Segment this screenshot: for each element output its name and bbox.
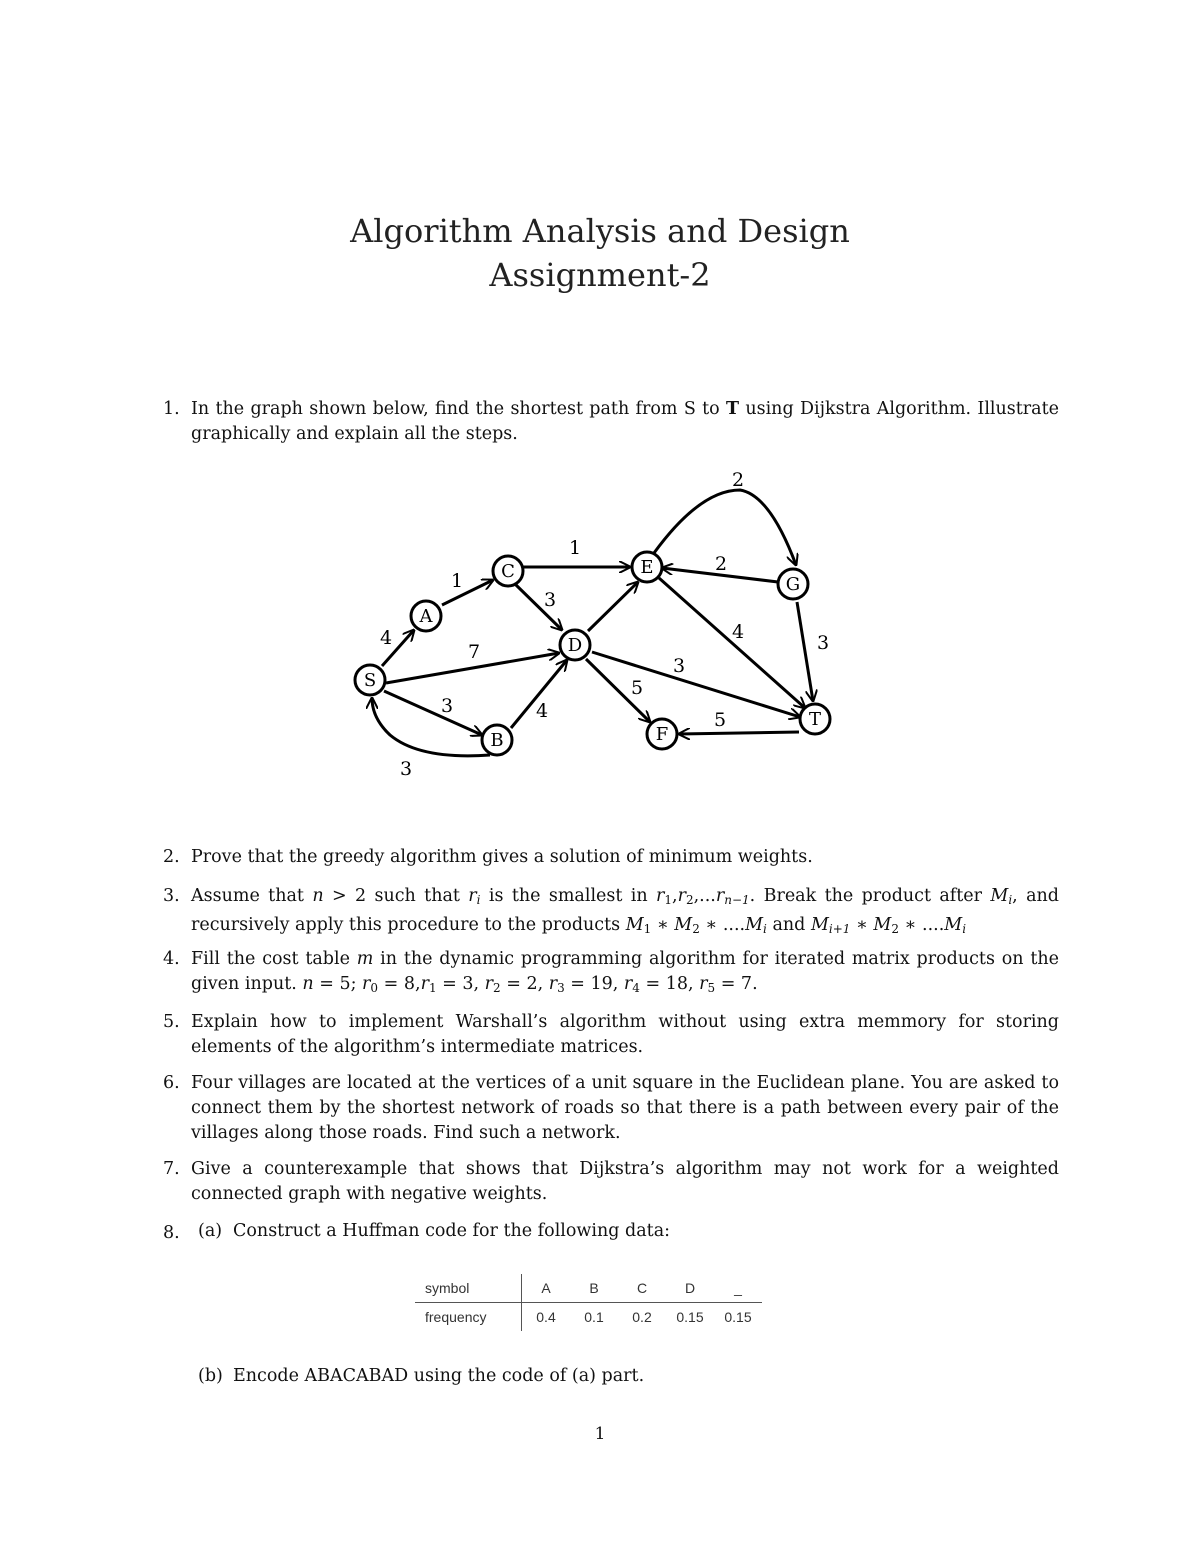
symbol-cell: C [618, 1274, 666, 1303]
question-text: Explain how to implement Warshall’s algorithm without using extra memmory for storing elements of the algorithm’s intermediate matrices. [191, 1012, 1059, 1057]
weight-E-T: 4 [731, 621, 745, 643]
weight-E-G: 2 [731, 469, 745, 491]
question-text: In the graph shown below, find the shortest path from S to T using Dijkstra Algorithm. Illustrate graphically and explain all the steps. [191, 399, 1059, 444]
node-label: B [490, 730, 504, 751]
question-4 [163, 947, 1059, 1001]
edge-D-E [588, 582, 638, 631]
table-row [415, 1274, 762, 1303]
weight-C-D: 3 [543, 589, 557, 611]
weight-S-D: 7 [467, 641, 481, 663]
frequency-cell: 0.15 [724, 1309, 752, 1325]
weight-G-T: 3 [816, 632, 830, 654]
weight-C-E: 1 [568, 537, 582, 559]
frequency-cell: 0.15 [676, 1309, 704, 1325]
weight-B-S: 3 [399, 758, 413, 780]
huffman-table [415, 1274, 762, 1331]
question-number: 7. [163, 1159, 180, 1179]
question-2 [163, 845, 1059, 870]
question-number: 5. [163, 1012, 180, 1032]
frequency-cell: 0.1 [584, 1309, 604, 1325]
question-number: 2. [163, 847, 180, 867]
question-text: Fill the cost table m in the dynamic programming algorithm for iterated matrix products on the given input. n = 5; $r_0 = 8,r_1 = 3$, $r_2 = 2$, $r_3 = 19$, $r_4 = 18$, $r_5 = 7$. [191, 949, 1059, 995]
question-1 [163, 397, 1059, 447]
dijkstra-graph [0, 460, 1200, 800]
subpart-b-text: Encode ABACABAD using the code of (a) part. [233, 1366, 645, 1386]
page-title: Algorithm Analysis and Design [350, 212, 850, 250]
weight-G-E: 2 [714, 553, 728, 575]
question-text: Give a counterexample that shows that Dijkstra’s algorithm may not work for a weighted connected graph with negative weights. [191, 1159, 1059, 1204]
subpart-b-label: (b) [198, 1366, 223, 1386]
table-row [415, 1303, 762, 1332]
node-label: G [785, 574, 801, 595]
edge-S-B [384, 691, 482, 735]
weight-S-A: 4 [379, 627, 393, 649]
edge-T-F [679, 732, 799, 734]
weight-D-T: 3 [672, 655, 686, 677]
edge-A-C [442, 580, 493, 605]
frequency-cell: 0.4 [536, 1309, 556, 1325]
symbol-cell: D [666, 1274, 714, 1303]
question-number: 6. [163, 1073, 180, 1093]
node-label: E [640, 557, 654, 578]
node-label: C [501, 561, 515, 582]
node-label: A [419, 606, 433, 627]
row-header: frequency [415, 1303, 522, 1332]
question-3 [163, 884, 1059, 942]
question-text: Assume that n > 2 such that $r_i$ is the smallest in $r_1,r_2,...r_{n-1}$. Break the product after $M_i$, and recursively apply this procedure to the products $M_1$ ∗ $M_2$ ∗ $....M_i$ and $M_{i+1}$ ∗ $M_2$ ∗ $....M_i$ [191, 886, 1060, 936]
question-number: 1. [163, 399, 180, 419]
weight-D-F: 5 [630, 677, 644, 699]
question-6 [163, 1071, 1059, 1146]
edge-E-T [659, 578, 805, 708]
edge-B-S [372, 698, 490, 756]
edge-D-T [592, 652, 800, 717]
question-number: 8. [163, 1223, 180, 1243]
page-number: 1 [594, 1424, 606, 1444]
weight-T-F: 5 [713, 709, 727, 731]
symbol-cell: A [522, 1274, 571, 1303]
subpart-a-label: (a) [198, 1221, 223, 1241]
question-text: Four villages are located at the vertices of a unit square in the Euclidean plane. You are asked to connect them by the shortest network of roads so that there is a path between every pair of the villages along those roads. Find such a network. [191, 1073, 1059, 1143]
edge-G-T [797, 602, 813, 701]
node-label: T [808, 709, 822, 730]
node-label: F [655, 724, 669, 745]
question-number: 4. [163, 949, 180, 969]
node-label: D [567, 635, 583, 656]
symbol-cell: B [570, 1274, 618, 1303]
weight-S-B: 3 [440, 695, 454, 717]
symbol-cell: _ [714, 1274, 762, 1303]
node-label: S [363, 670, 377, 691]
page-subtitle: Assignment-2 [489, 256, 711, 294]
subpart-a-text: Construct a Huffman code for the following data: [233, 1221, 671, 1241]
question-5 [163, 1010, 1059, 1060]
weight-A-C: 1 [450, 570, 464, 592]
question-7 [163, 1157, 1059, 1207]
question-number: 3. [163, 886, 180, 906]
weight-B-D: 4 [535, 700, 549, 722]
frequency-cell: 0.2 [632, 1309, 652, 1325]
question-text: Prove that the greedy algorithm gives a solution of minimum weights. [191, 847, 813, 867]
row-header: symbol [415, 1274, 522, 1303]
